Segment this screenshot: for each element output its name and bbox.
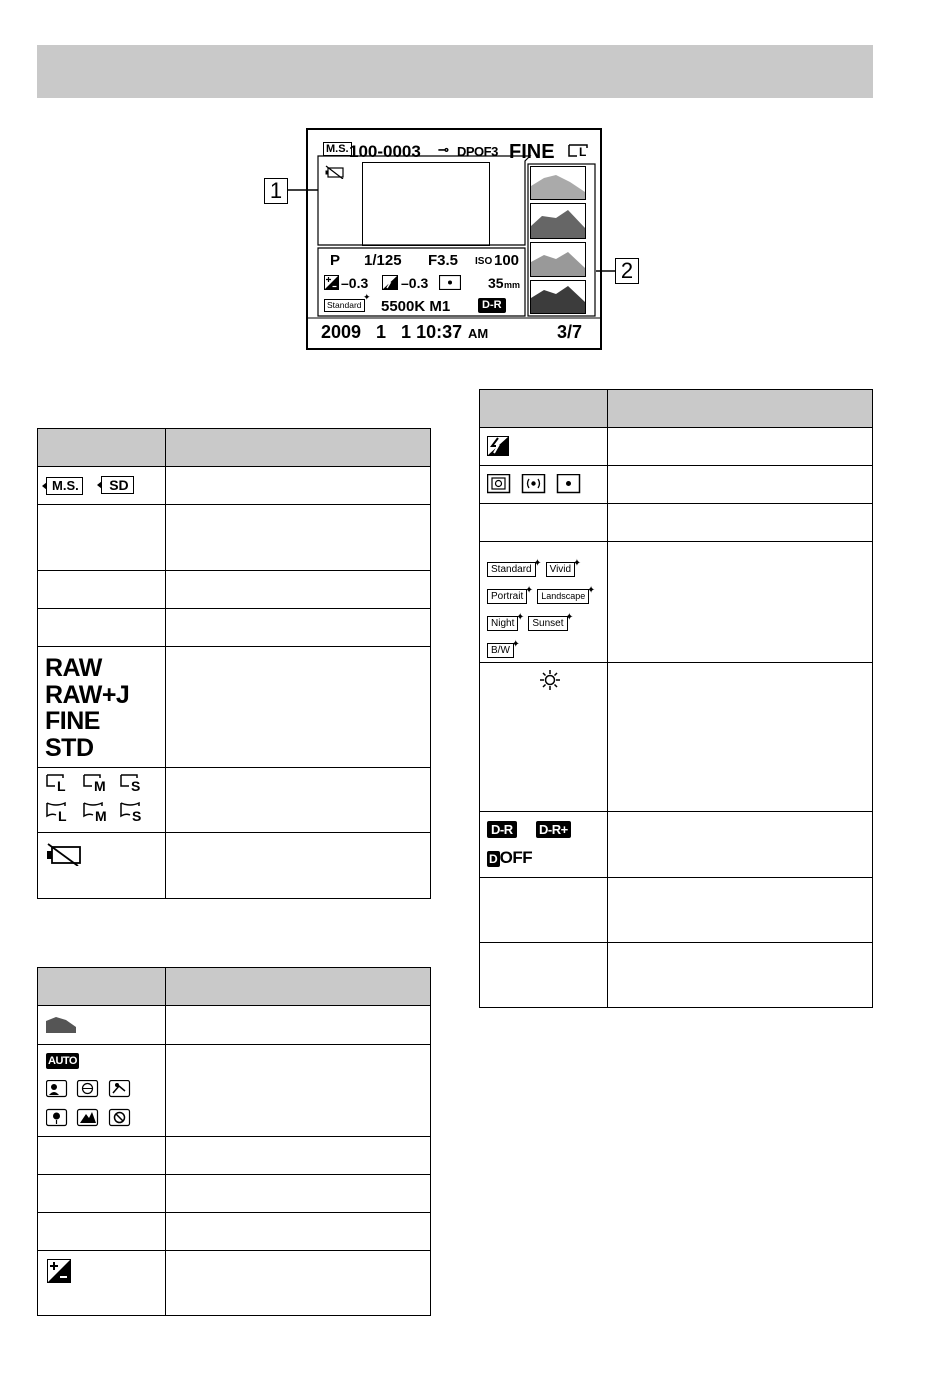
table-row (480, 943, 873, 1008)
display-table-left-2 (37, 967, 431, 1316)
table-header (480, 390, 873, 428)
image-size-icon: M (83, 774, 107, 797)
table-row (38, 647, 431, 768)
flash-comp-icon (480, 428, 607, 461)
creative-style-badge: Standard ✦ (324, 299, 365, 312)
aperture-value: F3.5 (428, 252, 459, 269)
exposure-comp-icon (38, 1251, 165, 1288)
dro-plus-icon: D-R+ (536, 821, 571, 838)
quality-fine: FINE (45, 707, 100, 735)
style-night-badge: Night ✦ (487, 616, 518, 631)
table-row (38, 1251, 431, 1316)
table-row (38, 571, 431, 609)
ampm: AM (468, 326, 489, 341)
media-ms-icon: M.S. (323, 142, 352, 156)
image-size-icon: S (120, 774, 144, 797)
dro-badge: D-R (478, 298, 506, 313)
image-size-icon: L (568, 144, 590, 158)
white-balance-value: 5500K M1 (381, 298, 451, 315)
protect-key-icon: ⊸ (438, 142, 449, 157)
quality-label: FINE (509, 141, 555, 163)
section-header-bar (37, 45, 873, 98)
table-row (480, 663, 873, 812)
histogram-stack (530, 166, 594, 314)
table-row (38, 1137, 431, 1175)
playback-display (306, 128, 602, 350)
display-table-right (479, 389, 873, 1008)
style-vivid-badge: Vivid ✦ (546, 562, 576, 577)
iso-label: ISO (475, 256, 493, 267)
histogram-icon (38, 1006, 165, 1038)
table-row (38, 833, 431, 899)
focal-length: 35 (488, 275, 504, 291)
memory-stick-icon: M.S. (46, 477, 83, 495)
dro-icon: D-R (487, 821, 517, 838)
focal-unit: mm (504, 280, 521, 290)
metering-icons (487, 474, 582, 494)
table-row (38, 1213, 431, 1251)
display-table-left-1 (37, 428, 431, 899)
style-standard-badge: Standard ✦ (487, 562, 536, 577)
callout-2-leader (596, 269, 616, 273)
panorama-size-icon: M (83, 801, 107, 826)
shutter-speed: 1/125 (364, 252, 402, 269)
flash-comp-value: –0.3 (401, 275, 429, 291)
table-row (38, 768, 431, 833)
callout-1: 1 (264, 178, 288, 204)
scene-icons (46, 1080, 131, 1130)
style-bw-badge: B/W ✦ (487, 643, 514, 658)
table-row (480, 542, 873, 663)
table-header (38, 968, 431, 1006)
iso-value: 100 (494, 252, 520, 269)
quality-raw-jpeg: RAW+J (45, 680, 130, 709)
exposure-comp-value: –0.3 (341, 275, 369, 291)
date-time: 2009 1 1 10:37 (321, 322, 463, 342)
table-row (38, 505, 431, 571)
style-portrait-badge: Portrait ✦ (487, 589, 527, 604)
spot-metering-icon (439, 275, 461, 295)
dro-off-icon: D OFF (489, 848, 533, 867)
style-sunset-badge: Sunset ✦ (528, 616, 567, 631)
frame-count: 3/7 (557, 322, 583, 342)
auto-mode-icon: AUTO (48, 1055, 77, 1067)
image-size-icon: L (46, 774, 70, 797)
exposure-comp-icon (324, 275, 339, 295)
shoot-mode: P (330, 252, 341, 269)
file-number: 100-0003 (349, 142, 421, 161)
table-row (38, 609, 431, 647)
table-row (480, 878, 873, 943)
callout-1-leader (288, 188, 318, 192)
table-row (480, 428, 873, 466)
quality-std: STD (45, 733, 94, 762)
table-row (38, 467, 431, 505)
table-row (480, 504, 873, 542)
table-row (38, 1045, 431, 1137)
callout-2: 2 (615, 258, 639, 284)
flash-comp-icon (382, 275, 398, 295)
sun-icon (480, 663, 607, 695)
table-row (38, 1006, 431, 1045)
dpof-label: DPOF3 (457, 144, 498, 159)
panorama-size-icon: S (120, 801, 144, 826)
table-row (480, 466, 873, 504)
panorama-size-icon: L (46, 801, 70, 826)
table-header (38, 429, 431, 467)
sd-card-icon: SD (101, 476, 133, 494)
style-landscape-badge: Landscape ✦ (537, 589, 589, 604)
table-row (38, 1175, 431, 1213)
quality-raw: RAW (45, 654, 102, 682)
no-battery-icon (38, 833, 165, 871)
table-row (480, 812, 873, 878)
